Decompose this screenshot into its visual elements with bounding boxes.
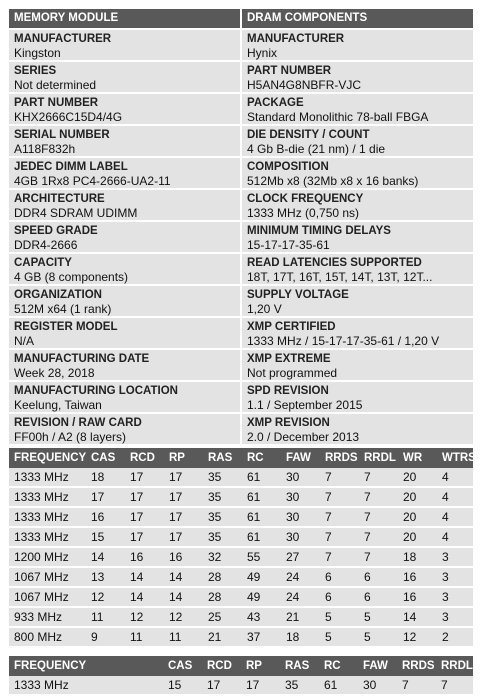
dram-field-value: Hynix	[247, 46, 278, 60]
memory-module-field	[9, 190, 240, 220]
spd-columns	[9, 9, 473, 444]
jedec-cell: 7	[359, 468, 398, 487]
jedec-cell: 20	[398, 507, 437, 527]
jedec-cell: 17	[86, 487, 125, 507]
xmp-column-header: RAS	[280, 656, 319, 676]
jedec-cell: 7	[320, 487, 359, 507]
jedec-cell: 7	[359, 487, 398, 507]
jedec-cell: 18	[281, 627, 320, 647]
dram-field-label: READ LATENCIES SUPPORTED	[247, 257, 422, 269]
memory-module-field	[9, 126, 240, 156]
jedec-cell: 1333 MHz	[9, 507, 86, 527]
jedec-cell: 37	[242, 627, 281, 647]
jedec-cell: 3	[437, 607, 473, 627]
dram-field	[242, 190, 473, 220]
table-row	[9, 627, 473, 647]
dram-field	[242, 350, 473, 380]
memory-module-field-value: Kingston	[14, 46, 61, 60]
memory-module-field	[9, 254, 240, 284]
jedec-cell: 5	[359, 627, 398, 647]
jedec-cell: 1200 MHz	[9, 547, 86, 567]
memory-module-field-value: Week 28, 2018	[14, 366, 95, 380]
table-row	[9, 507, 473, 527]
table-row	[9, 567, 473, 587]
dram-field	[242, 286, 473, 316]
dram-components-column	[242, 9, 473, 444]
jedec-cell: 7	[359, 527, 398, 547]
xmp-cell: 7	[436, 676, 473, 695]
jedec-cell: 6	[320, 587, 359, 607]
jedec-cell: 16	[164, 547, 203, 567]
dram-field	[242, 254, 473, 284]
memory-module-field-label: MANUFACTURER	[14, 33, 112, 45]
jedec-cell: 35	[203, 468, 242, 487]
jedec-cell: 61	[242, 468, 281, 487]
jedec-cell: 7	[320, 547, 359, 567]
table-row	[9, 587, 473, 607]
memory-module-field-label: CAPACITY	[14, 257, 72, 269]
jedec-column-header: RRDL	[359, 448, 398, 468]
dram-field-value: 512Mb x8 (32Mb x8 x 16 banks)	[247, 174, 419, 188]
jedec-cell: 14	[125, 567, 164, 587]
jedec-cell: 6	[320, 567, 359, 587]
jedec-cell: 5	[320, 627, 359, 647]
table-row	[9, 527, 473, 547]
jedec-cell: 12	[86, 587, 125, 607]
jedec-cell: 16	[398, 587, 437, 607]
jedec-cell: 24	[281, 587, 320, 607]
xmp-cell: 35	[280, 676, 319, 695]
jedec-cell: 17	[125, 487, 164, 507]
dram-field-value: 18T, 17T, 16T, 15T, 14T, 13T, 12T...	[247, 270, 433, 284]
jedec-table-header-row	[9, 448, 473, 468]
jedec-cell: 7	[359, 547, 398, 567]
memory-module-field-label: SERIES	[14, 65, 57, 77]
memory-module-field	[9, 414, 240, 444]
jedec-cell: 55	[242, 547, 281, 567]
jedec-column-header: WR	[398, 448, 437, 468]
memory-module-field-label: JEDEC DIMM LABEL	[14, 161, 128, 173]
jedec-cell: 30	[281, 507, 320, 527]
jedec-cell: 18	[398, 547, 437, 567]
jedec-cell: 13	[86, 567, 125, 587]
jedec-cell: 61	[242, 507, 281, 527]
jedec-cell: 28	[203, 587, 242, 607]
xmp-column-header: RRDS	[397, 656, 436, 676]
jedec-cell: 16	[398, 567, 437, 587]
dram-field	[242, 318, 473, 348]
jedec-cell: 14	[125, 587, 164, 607]
jedec-cell: 5	[320, 607, 359, 627]
memory-module-header: MEMORY MODULE	[9, 9, 240, 28]
jedec-cell: 11	[86, 607, 125, 627]
jedec-cell: 6	[359, 567, 398, 587]
dram-field	[242, 94, 473, 124]
jedec-cell: 3	[437, 567, 473, 587]
jedec-cell: 14	[164, 587, 203, 607]
xmp-timings-table	[9, 656, 473, 696]
memory-module-field-label: REVISION / RAW CARD	[14, 417, 142, 429]
jedec-cell: 14	[86, 547, 125, 567]
jedec-cell: 4	[437, 468, 473, 487]
jedec-cell: 3	[437, 587, 473, 607]
xmp-cell: 30	[358, 676, 397, 695]
jedec-cell: 11	[125, 627, 164, 647]
jedec-cell: 12	[125, 607, 164, 627]
xmp-cell: 17	[202, 676, 241, 695]
xmp-cell: 17	[241, 676, 280, 695]
dram-field	[242, 414, 473, 444]
dram-field	[242, 382, 473, 412]
jedec-cell: 17	[125, 468, 164, 487]
jedec-cell: 27	[281, 547, 320, 567]
jedec-cell: 61	[242, 527, 281, 547]
xmp-cell: 7	[397, 676, 436, 695]
dram-components-header: DRAM COMPONENTS	[242, 9, 473, 28]
jedec-cell: 17	[164, 507, 203, 527]
memory-module-field-value: KHX2666C15D4/4G	[14, 110, 123, 124]
memory-module-field-value: 512M x64 (1 rank)	[14, 302, 112, 316]
xmp-cell: 61	[319, 676, 358, 695]
dram-field-value: 4 Gb B-die (21 nm) / 1 die	[247, 142, 386, 156]
dram-field-value: H5AN4G8NBFR-VJC	[247, 78, 362, 92]
dram-field-label: MANUFACTURER	[247, 33, 345, 45]
jedec-cell: 7	[359, 507, 398, 527]
jedec-cell: 14	[398, 607, 437, 627]
jedec-cell: 6	[359, 587, 398, 607]
xmp-column-header: RCD	[202, 656, 241, 676]
memory-module-field-label: SERIAL NUMBER	[14, 129, 110, 141]
xmp-column-header: RRDL	[436, 656, 473, 676]
table-row	[9, 547, 473, 567]
jedec-cell: 1333 MHz	[9, 487, 86, 507]
jedec-cell: 1067 MHz	[9, 567, 86, 587]
jedec-cell: 28	[203, 567, 242, 587]
jedec-cell: 21	[203, 627, 242, 647]
memory-module-field-value: 4 GB (8 components)	[14, 270, 129, 284]
dram-field	[242, 158, 473, 188]
jedec-cell: 4	[437, 487, 473, 507]
jedec-column-header: RP	[164, 448, 203, 468]
jedec-cell: 17	[125, 527, 164, 547]
jedec-cell: 12	[398, 627, 437, 647]
dram-field-value: 1333 MHz (0,750 ns)	[247, 206, 360, 220]
xmp-column-header: RP	[241, 656, 280, 676]
jedec-cell: 20	[398, 487, 437, 507]
jedec-cell: 1067 MHz	[9, 587, 86, 607]
dram-field-label: MINIMUM TIMING DELAYS	[247, 225, 391, 237]
dram-field-label: DIE DENSITY / COUNT	[247, 129, 370, 141]
jedec-cell: 35	[203, 487, 242, 507]
dram-field-label: XMP EXTREME	[247, 353, 331, 365]
xmp-column-header: FREQUENCY	[9, 656, 163, 676]
jedec-cell: 30	[281, 527, 320, 547]
jedec-cell: 43	[242, 607, 281, 627]
jedec-cell: 15	[86, 527, 125, 547]
jedec-cell: 800 MHz	[9, 627, 86, 647]
memory-module-field	[9, 30, 240, 60]
jedec-cell: 4	[437, 527, 473, 547]
xmp-cell: 15	[163, 676, 202, 695]
dram-field-value: Standard Monolithic 78-ball FBGA	[247, 110, 429, 124]
jedec-cell: 35	[203, 527, 242, 547]
jedec-timings-table	[9, 448, 476, 648]
jedec-cell: 11	[164, 627, 203, 647]
jedec-cell: 7	[320, 468, 359, 487]
jedec-cell: 30	[281, 468, 320, 487]
dram-field-label: COMPOSITION	[247, 161, 329, 173]
jedec-column-header: FREQUENCY	[9, 448, 86, 468]
dram-field-value: 1.1 / September 2015	[247, 398, 363, 412]
jedec-column-header: FAW	[281, 448, 320, 468]
jedec-column-header: RCD	[125, 448, 164, 468]
memory-module-field-label: SPEED GRADE	[14, 225, 98, 237]
jedec-column-header: RC	[242, 448, 281, 468]
memory-module-field	[9, 382, 240, 412]
memory-module-field-label: MANUFACTURING DATE	[14, 353, 150, 365]
jedec-cell: 25	[203, 607, 242, 627]
memory-module-field-label: MANUFACTURING LOCATION	[14, 385, 178, 397]
table-row	[9, 468, 473, 487]
memory-module-field	[9, 158, 240, 188]
memory-module-field-value: DDR4 SDRAM UDIMM	[14, 206, 138, 220]
memory-module-field-label: ARCHITECTURE	[14, 193, 105, 205]
jedec-cell: 20	[398, 468, 437, 487]
jedec-cell: 12	[164, 607, 203, 627]
xmp-table-header-row	[9, 656, 473, 676]
jedec-cell: 17	[164, 468, 203, 487]
dram-field-label: SPD REVISION	[247, 385, 329, 397]
dram-field	[242, 30, 473, 60]
table-row	[9, 487, 473, 507]
dram-field-value: Not programmed	[247, 366, 338, 380]
dram-field-label: PART NUMBER	[247, 65, 332, 77]
jedec-column-header: WTRS	[437, 448, 473, 468]
jedec-cell: 7	[320, 507, 359, 527]
memory-module-field-value: Keelung, Taiwan	[14, 398, 102, 412]
memory-module-column	[9, 9, 240, 444]
jedec-cell: 16	[125, 547, 164, 567]
jedec-cell: 1333 MHz	[9, 527, 86, 547]
dram-field	[242, 126, 473, 156]
jedec-cell: 933 MHz	[9, 607, 86, 627]
memory-module-field-label: PART NUMBER	[14, 97, 99, 109]
jedec-cell: 21	[281, 607, 320, 627]
jedec-cell: 35	[203, 507, 242, 527]
dram-field-label: XMP CERTIFIED	[247, 321, 336, 333]
xmp-column-header: FAW	[358, 656, 397, 676]
jedec-cell: 24	[281, 567, 320, 587]
memory-module-field-value: A118F832h	[14, 142, 76, 156]
memory-module-field-value: N/A	[14, 334, 35, 348]
jedec-column-header: RRDS	[320, 448, 359, 468]
memory-module-field	[9, 286, 240, 316]
memory-module-field-label: ORGANIZATION	[14, 289, 102, 301]
memory-module-field	[9, 350, 240, 380]
xmp-cell: 1333 MHz	[9, 676, 163, 695]
dram-field-label: CLOCK FREQUENCY	[247, 193, 364, 205]
dram-field-label: PACKAGE	[247, 97, 304, 109]
jedec-cell: 20	[398, 527, 437, 547]
jedec-cell: 61	[242, 487, 281, 507]
memory-module-field-value: Not determined	[14, 78, 97, 92]
dram-field-value: 15-17-17-35-61	[247, 238, 330, 252]
jedec-cell: 16	[86, 507, 125, 527]
spd-info-panel	[9, 9, 476, 696]
memory-module-field-label: REGISTER MODEL	[14, 321, 118, 333]
table-row	[9, 607, 473, 627]
jedec-cell: 49	[242, 587, 281, 607]
jedec-cell: 7	[320, 527, 359, 547]
memory-module-field	[9, 318, 240, 348]
dram-field-label: XMP REVISION	[247, 417, 330, 429]
dram-field-label: SUPPLY VOLTAGE	[247, 289, 349, 301]
jedec-cell: 17	[164, 487, 203, 507]
jedec-cell: 17	[125, 507, 164, 527]
dram-field	[242, 222, 473, 252]
jedec-cell: 32	[203, 547, 242, 567]
dram-field	[242, 62, 473, 92]
jedec-cell: 4	[437, 507, 473, 527]
jedec-cell: 1333 MHz	[9, 468, 86, 487]
memory-module-field-value: 4GB 1Rx8 PC4-2666-UA2-11	[14, 174, 171, 188]
memory-module-field	[9, 62, 240, 92]
memory-module-field	[9, 222, 240, 252]
jedec-cell: 14	[164, 567, 203, 587]
jedec-cell: 49	[242, 567, 281, 587]
jedec-cell: 17	[164, 527, 203, 547]
jedec-cell: 3	[437, 547, 473, 567]
jedec-cell: 18	[86, 468, 125, 487]
xmp-column-header: RC	[319, 656, 358, 676]
dram-field-value: 2.0 / December 2013	[247, 430, 360, 444]
memory-module-field-value: FF00h / A2 (8 layers)	[14, 430, 127, 444]
jedec-cell: 5	[359, 607, 398, 627]
jedec-cell: 30	[281, 487, 320, 507]
dram-field-value: 1,20 V	[247, 302, 282, 316]
dram-field-value: 1333 MHz / 15-17-17-35-61 / 1,20 V	[247, 334, 440, 348]
jedec-column-header: CAS	[86, 448, 125, 468]
memory-module-field-value: DDR4-2666	[14, 238, 78, 252]
jedec-cell: 2	[437, 627, 473, 647]
xmp-column-header: CAS	[163, 656, 202, 676]
jedec-column-header: RAS	[203, 448, 242, 468]
jedec-cell: 9	[86, 627, 125, 647]
memory-module-field	[9, 94, 240, 124]
